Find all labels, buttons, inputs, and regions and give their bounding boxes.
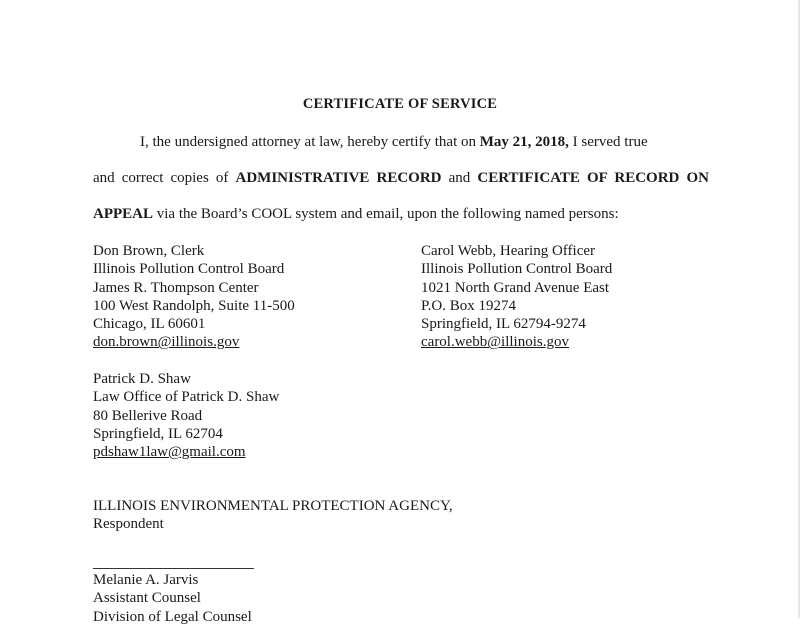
- signature-line: [93, 568, 254, 569]
- page-title: CERTIFICATE OF SERVICE: [302, 96, 498, 112]
- recipient-email-link[interactable]: pdshaw1law@gmail.com: [93, 444, 246, 461]
- signer-title: Assistant Counsel: [93, 590, 201, 607]
- recipient-address-hearing-officer: Carol Webb, Hearing Officer Illinois Pollution Control Board 1021 North Grand Avenue East P.O. Box 19274 Springfield, IL 62794-9274 carol.webb@illinois.gov: [421, 243, 613, 351]
- agency-name: ILLINOIS ENVIRONMENTAL PROTECTION AGENCY,: [93, 498, 453, 514]
- certification-line-1: I, the undersigned attorney at law, hereby certify that on May 21, 2018, I served true: [140, 134, 648, 150]
- signer-name: Melanie A. Jarvis: [93, 572, 199, 588]
- signer-division: Division of Legal Counsel: [93, 608, 252, 625]
- recipient-email-link[interactable]: carol.webb@illinois.gov: [421, 334, 569, 351]
- recipient-address-clerk: Don Brown, Clerk Illinois Pollution Control Board James R. Thompson Center 100 West Randolph, Suite 11-500 Chicago, IL 60601 don.brown@illinois.gov: [93, 243, 295, 351]
- certification-line-2: and correct copies of ADMINISTRATIVE RECORD and CERTIFICATE OF RECORD ON: [93, 170, 709, 186]
- document-name-1: ADMINISTRATIVE RECORD: [235, 170, 442, 186]
- document-name-2: CERTIFICATE OF RECORD ON: [477, 170, 709, 186]
- respondent-label: Respondent: [93, 516, 164, 533]
- service-date: May 21, 2018,: [479, 134, 569, 150]
- recipient-address-petitioner: Patrick D. Shaw Law Office of Patrick D. Shaw 80 Bellerive Road Springfield, IL 62704 pdshaw1law@gmail.com: [93, 371, 280, 461]
- respondent-block: [93, 497, 453, 534]
- certification-line-3: APPEAL via the Board’s COOL system and email, upon the following named persons:: [93, 206, 619, 222]
- recipient-email-link[interactable]: don.brown@illinois.gov: [93, 334, 240, 351]
